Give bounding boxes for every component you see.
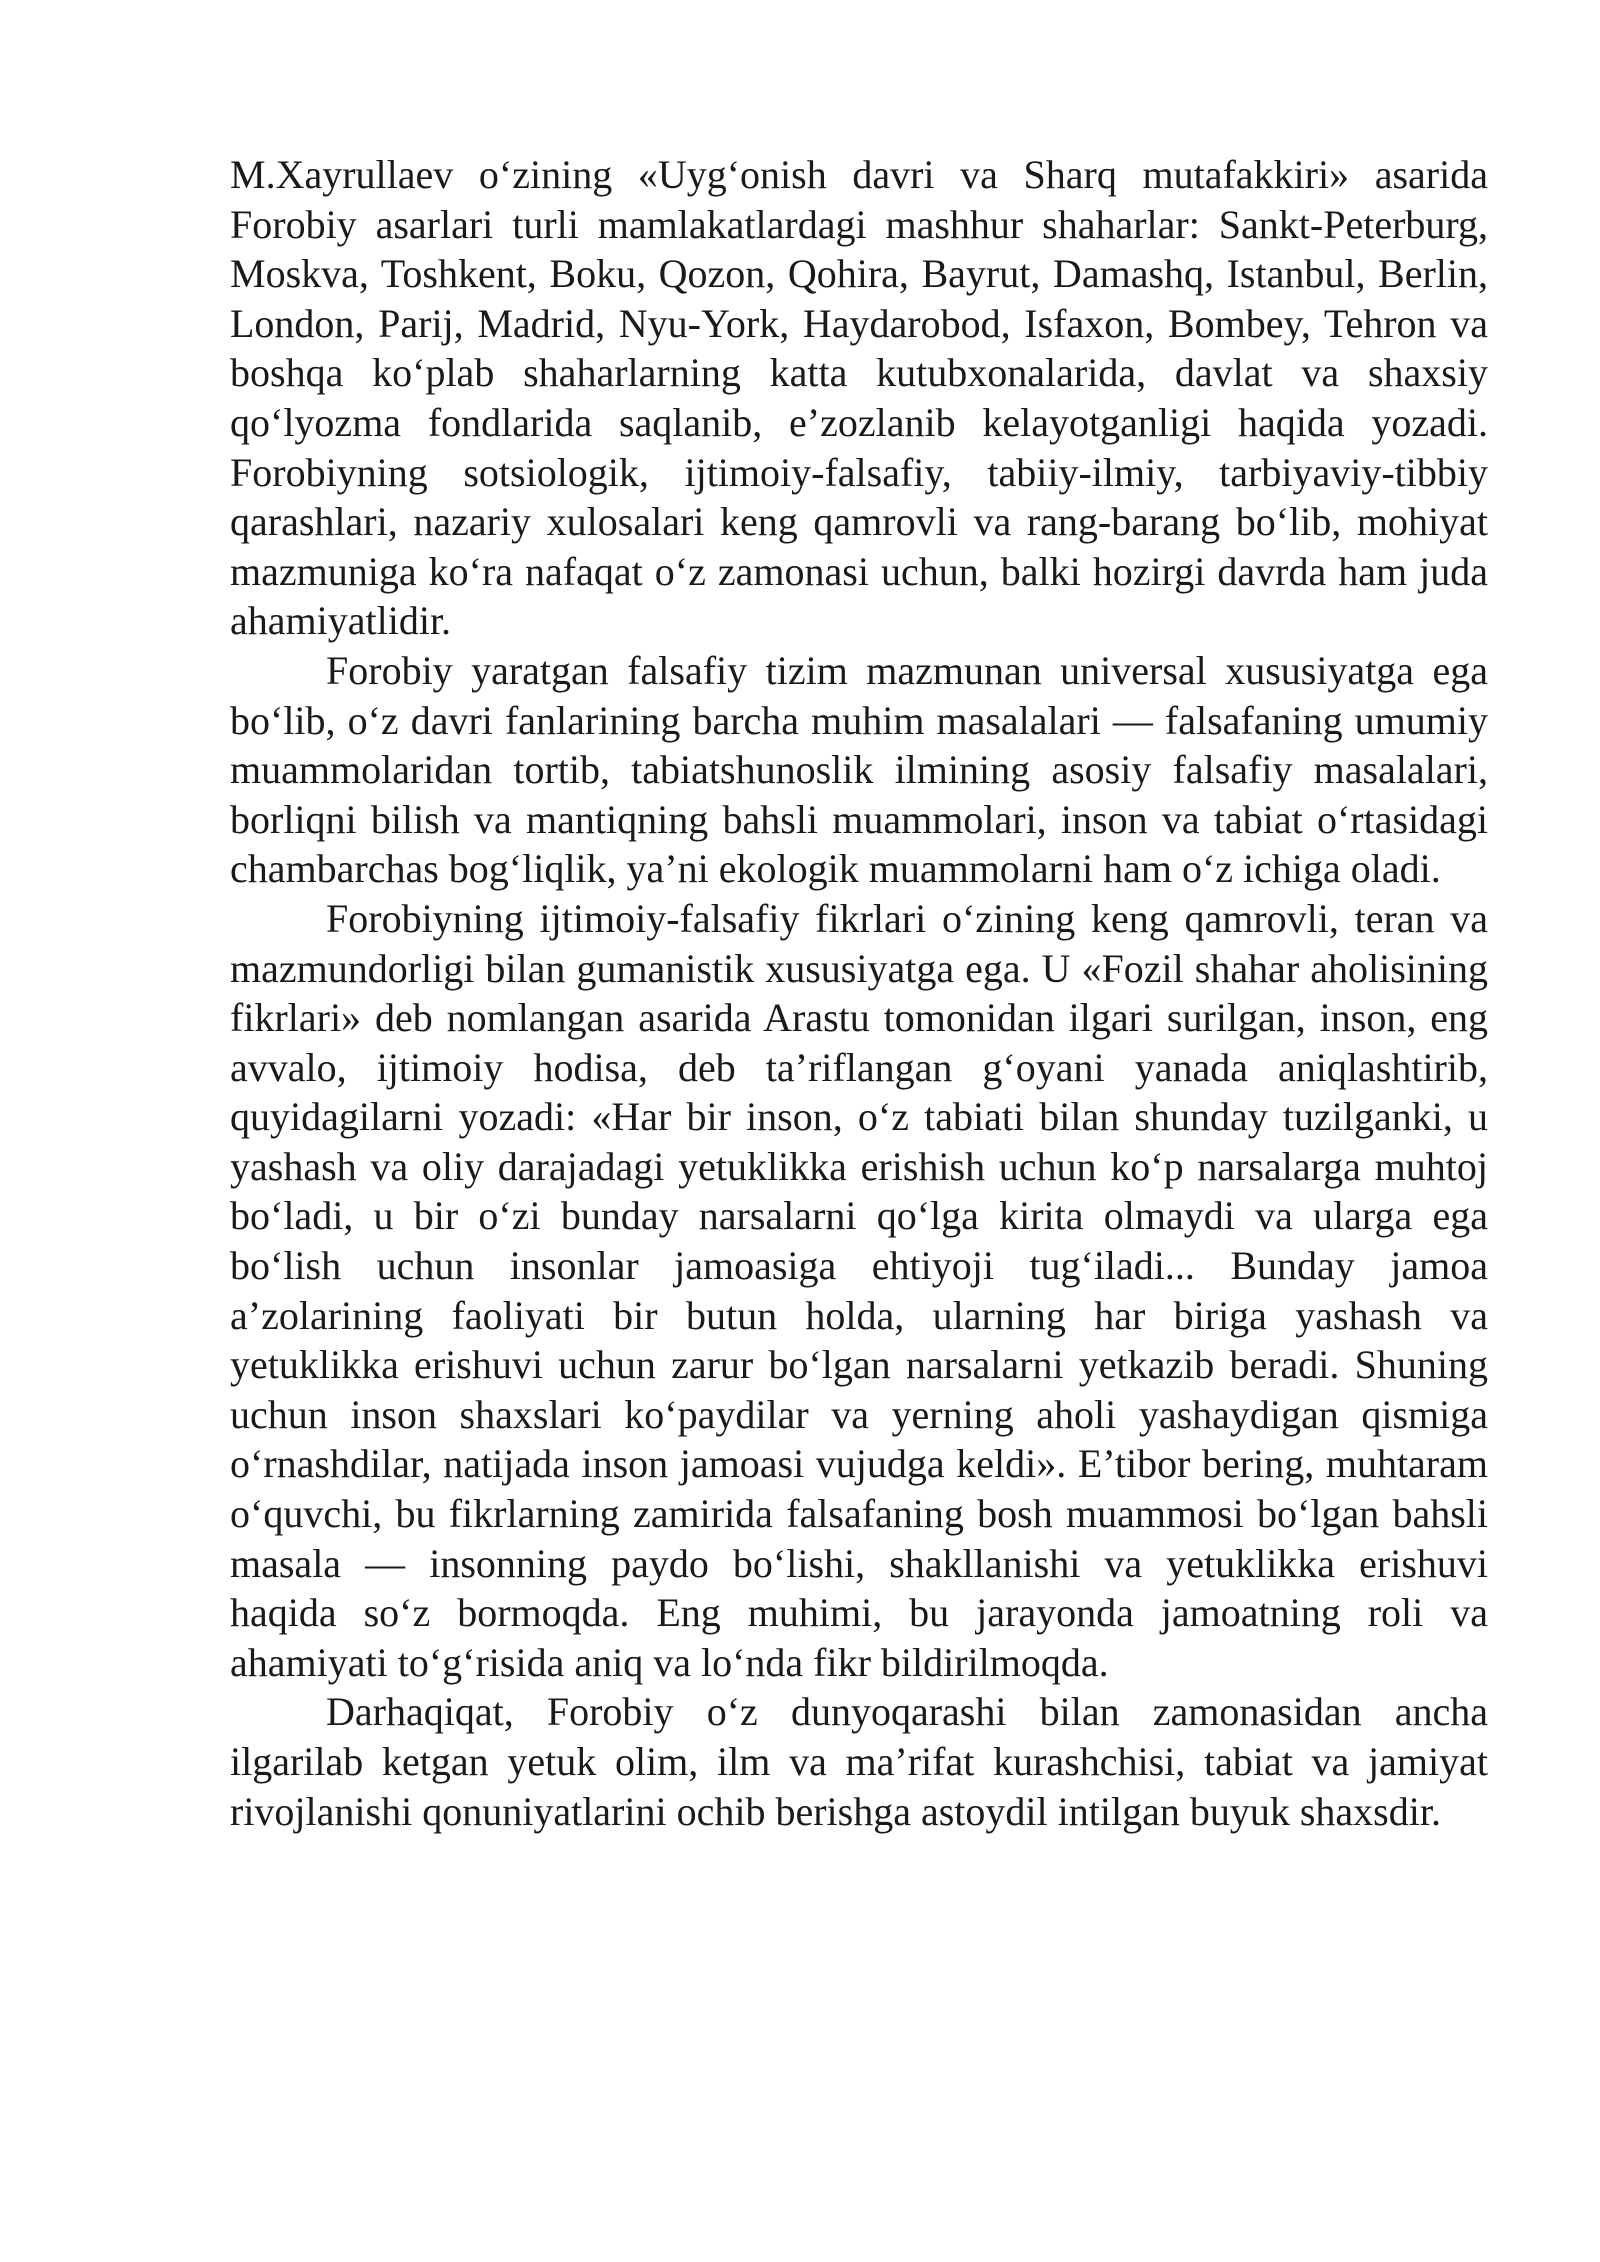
paragraph-3: Forobiyning ijtimoiy-falsafiy fikrlari o‘zining keng qamrovli, teran va mazmundorligi bilan gumanistik xususiyatga ega. U «Fozil shahar aholisining fikrlari» deb nomlangan asarida Arastu tomonidan ilgari surilgan, inson, eng avvalo, ijtimoiy hodisa, deb ta’riflangan g‘oyani yanada aniqlashtirib, quyidagilarni yozadi: «Har bir inson, o‘z tabiati bilan shunday tuzilganki, u yashash va oliy darajadagi yetuklikka erishish uchun ko‘p narsalarga muhtoj bo‘ladi, u bir o‘zi bunday narsalarni qo‘lga kirita olmaydi va ularga ega bo‘lish uchun insonlar jamoasiga ehtiyoji tug‘iladi... Bunday jamoa a’zolarining faoliyati bir butun holda, ularning har biriga yashash va yetuklikka erishuvi uchun zarur bo‘lgan narsalarni yetkazib beradi. Shuning uchun inson shaxslari ko‘paydilar va yerning aholi yashaydigan qismiga o‘rnashdilar, natijada inson jamoasi vujudga keldi». E’tibor bering, muhtaram o‘quvchi, bu fikrlarning zamirida falsafaning bosh muammosi bo‘lgan bahsli masala — insonning paydo bo‘lishi, shakllanishi va yetuklikka erishuvi haqida so‘z bormoqda. Eng muhimi, bu jarayonda jamoatning roli va ahamiyati to‘g‘risida aniq va lo‘nda fikr bildirilmoqda.	[230, 895, 1488, 1685]
paragraph-2: Forobiy yaratgan falsafiy tizim mazmunan universal xususiyatga ega bo‘lib, o‘z davri fanlarining barcha muhim masalalari — falsafaning umumiy muammolaridan tortib, tabiatshunoslik ilmining asosiy falsafiy masalalari, borliqni bilish va mantiqning bahsli muammolari, inson va tabiat o‘rtasidagi chambarchas bog‘liqlik, ya’ni ekologik muammolarni ham o‘z ichiga oladi.	[230, 647, 1488, 892]
paragraph-4: Darhaqiqat, Forobiy o‘z dunyoqarashi bilan zamonasidan ancha ilgarilab ketgan yetuk olim, ilm va ma’rifat kurashchisi, tabiat va jamiyat rivojlanishi qonuniyatlarini ochib berishga astoydil intilgan buyuk shaxsdir.	[230, 1689, 1488, 1834]
paragraph-1: M.Xayrullaev o‘zining «Uyg‘onish davri va Sharq mutafakkiri» asarida Forobiy asarlari turli mamlakatlardagi mashhur shaharlar: Sankt-Peterburg, Moskva, Toshkent, Boku, Qozon, Qohira, Bayrut, Damashq, Istanbul, Berlin, London, Parij, Madrid, Nyu-York, Haydarobod, Isfaxon, Bombey, Tehron va boshqa ko‘plab shaharlarning katta kutubxonalarida, davlat va shaxsiy qo‘lyozma fondlarida saqlanib, e’zozlanib kelayotganligi haqida yozadi. Forobiyning sotsiologik, ijtimoiy-falsafiy, tabiiy-ilmiy, tarbiyaviy-tibbiy qarashlari, nazariy xulosalari keng qamrovli va rang-barang bo‘lib, mohiyat mazmuniga ko‘ra nafaqat o‘z zamonasi uchun, balki hozirgi davrda ham juda ahamiyatlidir.	[230, 152, 1488, 644]
document-body	[230, 150, 1488, 1836]
